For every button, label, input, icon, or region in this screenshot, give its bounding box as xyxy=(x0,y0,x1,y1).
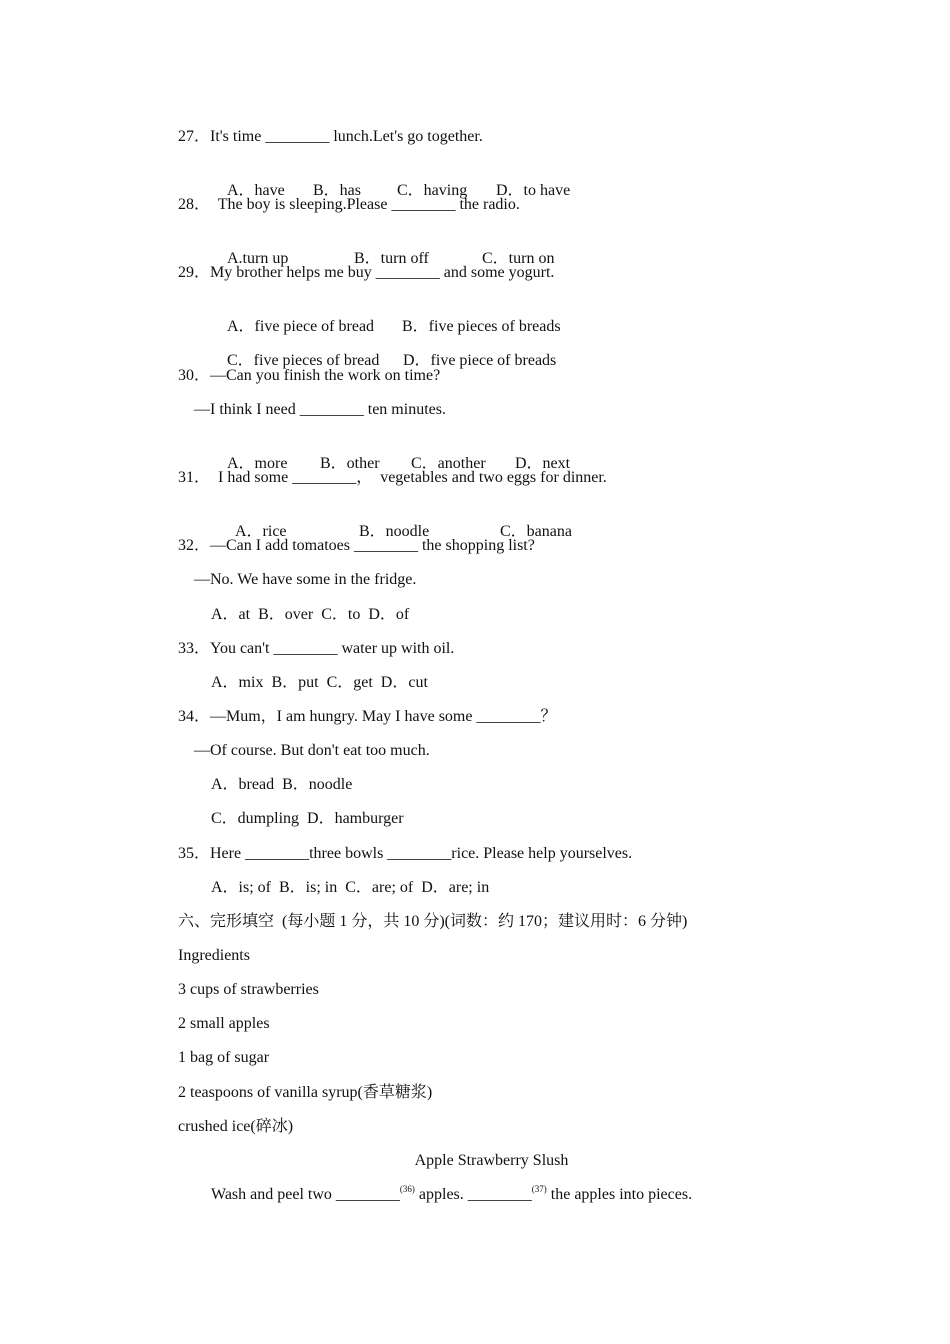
question-35-stem: 35．Here ________three bowls ________rice. Please help yourselves. xyxy=(178,845,633,862)
option-d: D．next xyxy=(515,455,571,472)
blank-number-36: (36) xyxy=(399,1184,415,1194)
passage-text: the apples into pieces. xyxy=(546,1186,693,1203)
question-32-options: A．at B．over C．to D．of xyxy=(211,606,410,623)
question-34-options-row1: A．bread B．noodle xyxy=(211,776,353,793)
option-c: C．banana xyxy=(500,523,572,540)
question-34-options-row2: C．dumpling D．hamburger xyxy=(211,810,404,827)
question-29-stem: 29．My brother helps me buy ________ and some yogurt. xyxy=(178,264,555,281)
option-b: B．turn off xyxy=(354,250,429,267)
option-c: C．another xyxy=(411,455,486,472)
ingredient-item: 2 teaspoons of vanilla syrup(香草糖浆) xyxy=(178,1084,433,1101)
recipe-title: Apple Strawberry Slush xyxy=(414,1152,569,1169)
ingredient-item: 2 small apples xyxy=(178,1015,270,1032)
passage-line-1 xyxy=(211,1185,692,1205)
option-a: A.turn up xyxy=(227,250,289,267)
option-c: C．turn on xyxy=(482,250,555,267)
question-33-options: A．mix B．put C．get D．cut xyxy=(211,674,428,691)
option-b: B．five pieces of breads xyxy=(402,318,561,335)
ingredient-item: 3 cups of strawberries xyxy=(178,981,319,998)
ingredient-item: crushed ice(碎冰) xyxy=(178,1118,294,1135)
question-35-options: A．is; of B．is; in C．are; of D．are; in xyxy=(211,879,490,896)
question-27-stem: 27．It's time ________ lunch.Let's go together. xyxy=(178,128,483,145)
option-b: B．other xyxy=(320,455,380,472)
ingredients-label: Ingredients xyxy=(178,947,250,964)
section-6-heading: 六、完形填空 (每小题 1 分，共 10 分)(词数：约 170；建议用时：6 分钟) xyxy=(178,913,688,930)
option-a: A．have xyxy=(227,182,285,199)
question-32-reply: —No. We have some in the fridge. xyxy=(194,571,417,588)
option-c: C．having xyxy=(397,182,468,199)
question-34-stem: 34．—Mum，I am hungry. May I have some ________？ xyxy=(178,708,557,725)
question-31-stem: 31． I had some ________， vegetables and two eggs for dinner. xyxy=(178,469,607,486)
question-30-reply: —I think I need ________ ten minutes. xyxy=(194,401,446,418)
blank-number-37: (37) xyxy=(531,1184,547,1194)
ingredient-item: 1 bag of sugar xyxy=(178,1049,270,1066)
passage-text: apples. ________ xyxy=(414,1186,532,1203)
option-a: A．five piece of bread xyxy=(227,318,375,335)
option-a: A．rice xyxy=(235,523,287,540)
option-a: A．more xyxy=(227,455,288,472)
question-32-stem: 32．—Can I add tomatoes ________ the shopping list? xyxy=(178,537,535,554)
option-d: D．to have xyxy=(496,182,571,199)
question-33-stem: 33．You can't ________ water up with oil. xyxy=(178,640,455,657)
passage-text: Wash and peel two ________ xyxy=(211,1186,400,1203)
question-34-reply: —Of course. But don't eat too much. xyxy=(194,742,430,759)
option-c: C．five pieces of bread xyxy=(227,352,380,369)
question-30-stem: 30．—Can you finish the work on time? xyxy=(178,367,441,384)
question-28-stem: 28． The boy is sleeping.Please ________ the radio. xyxy=(178,196,520,213)
option-b: B．has xyxy=(313,182,362,199)
option-b: B．noodle xyxy=(359,523,430,540)
option-d: D．five piece of breads xyxy=(403,352,557,369)
